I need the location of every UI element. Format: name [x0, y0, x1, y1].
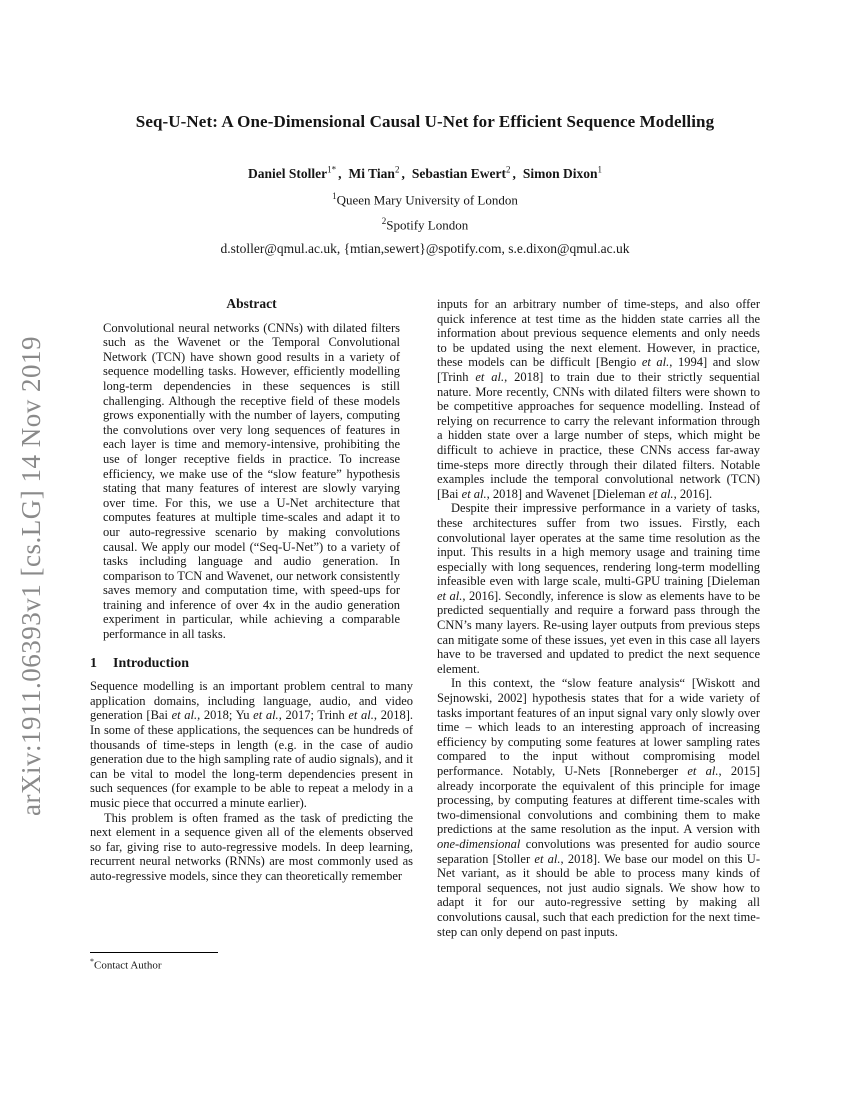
- abstract-text: Convolutional neural networks (CNNs) with dilated filters such as the Wavenet or the Temporal Convolutional Network (TCN) have shown good results in a variety of sequence modelling tasks. However, efficiently modelling long-term dependencies in these sequences is still challenging. Although the receptive field of these models grows exponentially with the number of layers, computing the convolutions over very long sequences of features in each layer is time and memory-intensive, prohibiting the use of longer receptive fields in practice. To increase efficiency, we make use of the “slow feature” hypothesis stating that many features of interest are slowly varying over time. For this, we use a U-Net architecture that computes features at multiple time-scales and adapt it to our auto-regressive scenario by making convolutions causal. We apply our model (“Seq-U-Net”) to a variety of tasks including language and audio generation. In comparison to TCN and Wavenet, our network consistently saves memory and computation time, with speed-ups for training and inference of over 4x in the audio generation experiment in particular, while achieving a comparable performance in all tasks.: [103, 320, 400, 642]
- author-1: [248, 166, 336, 181]
- section-title: Introduction: [113, 655, 189, 671]
- author-4: [523, 166, 602, 181]
- author-1-name: Daniel Stoller: [248, 165, 328, 181]
- affiliation-2-text: Spotify London: [386, 217, 469, 233]
- affiliation-2: [0, 216, 850, 233]
- intro-paragraph-2: This problem is often framed as the task of predicting the next element in a sequence given all of the elements observed so far, giving rise to auto-regressive models. In deep learning, recurrent neural networks (RNNs) are most commonly used as auto-regressive models, since they can theoretically remember: [90, 810, 413, 883]
- intro-paragraph-1: Sequence modelling is an important problem central to many application domains, including language, audio, and video generation [Bai et al., 2018; Yu et al., 2017; Trinh et al., 2018]. In some of these applications, the sequences can be hundreds of thousands of time-steps in length (e.g. in the case of audio generation due to the high sampling rate of audio signals), and it can be vital to model the long-term dependencies present in such sequences (for example to be able to repeat a melody in a music piece that occurred a minute earlier).: [90, 679, 413, 810]
- right-paragraph-1: inputs for an arbitrary number of time-steps, and also offer quick inference at test time as the hidden state carries all the information about previous sequence elements and only needs to be updated using the next element. However, in practice, these models can be difficult [Bengio et al., 1994] and slow [Trinh et al., 2018] to train due to their strictly sequential nature. More recently, CNNs with dilated filters were shown to be competitive approaches for sequence modelling. Instead of relying on recurrence to carry the relevant information through a hidden state over a large number of steps, which might be difficult to achieve in practice, these CNNs access far-away time-steps more directly through their dilated filters. Notable examples include the temporal convolutional network (TCN) [Bai et al., 2018] and Wavenet [Dieleman et al., 2016].: [437, 297, 760, 501]
- author-emails: d.stoller@qmul.ac.uk, {mtian,sewert}@spotify.com, s.e.dixon@qmul.ac.uk: [220, 241, 630, 257]
- right-paragraph-2: Despite their impressive performance in a variety of tasks, these architectures suffer from two issues. Firstly, each convolutional layer operates at the same time resolution as the input. This results in a high memory usage and training time especially with long sequences, rendering long-term modelling infeasible even with large scale, multi-GPU training [Dieleman et al., 2016]. Secondly, inference is slow as elements have to be predicted sequentially and require a forward pass through the CNN’s many layers. Re-using layer outputs from previous steps can mitigate some of these issues, yet even in this case all layers have to be traversed and updated to predict the next sequence element.: [437, 501, 760, 676]
- author-3-name: Sebastian Ewert: [411, 165, 506, 181]
- arxiv-watermark: arXiv:1911.06393v1 [cs.LG] 14 Nov 2019: [16, 336, 46, 816]
- affiliation-1: [0, 191, 850, 208]
- right-paragraph-3: In this context, the “slow feature analysis“ [Wiskott and Sejnowski, 2002] hypothesis states that for a wide variety of tasks important features of an input signal vary only slowly over time – which leads to an interesting approach of increasing efficiency by computing some features at lower sampling rates compared to the input without compromising model performance. Notably, U-Nets [Ronneberger et al., 2015] already incorporate the equivalent of this principle for image processing, by computing features at different time-scales with two-dimensional convolutions and combining them to make predictions at the same resolution as the input. A version with one-dimensional convolutions was presented for audio source separation [Stoller et al., 2018]. We base our model on this U-Net variant, as it should be able to process many kinds of temporal sequences, not just audio signals. We show how to adapt it for our auto-regressive setting by making all convolutions causal, such that each prediction for the next time-step can only depend on past inputs.: [437, 676, 760, 939]
- author-separator: ,: [401, 165, 405, 181]
- author-3-affmark: 2: [505, 164, 511, 174]
- author-separator: ,: [512, 165, 516, 181]
- author-2-affmark: 2: [394, 164, 400, 174]
- author-separator: ,: [338, 165, 342, 181]
- left-column: [90, 297, 413, 945]
- paper-header: [0, 112, 850, 257]
- footnote-text: [90, 957, 413, 972]
- author-1-affmark: 1*: [327, 164, 337, 174]
- author-4-name: Simon Dixon: [522, 165, 598, 181]
- author-2: [349, 166, 400, 181]
- author-4-affmark: 1: [597, 164, 602, 174]
- affiliation-2-mark: 2: [381, 215, 387, 226]
- section-heading-introduction: [90, 657, 413, 672]
- affiliation-1-mark: 1: [332, 190, 337, 201]
- section-number: 1: [90, 655, 97, 671]
- right-column: [437, 297, 760, 1025]
- footnote-rule: [90, 952, 218, 953]
- affiliation-1-text: Queen Mary University of London: [336, 191, 518, 207]
- paper-title: Seq-U-Net: A One-Dimensional Causal U-Net for Efficient Sequence Modelling: [135, 112, 715, 131]
- author-2-name: Mi Tian: [348, 165, 395, 181]
- footnote: [90, 952, 413, 972]
- footnote-label: Contact Author: [94, 959, 162, 972]
- abstract-heading: Abstract: [226, 297, 277, 311]
- author-3: [412, 166, 511, 181]
- author-line: [0, 164, 850, 182]
- footnote-marker: *: [90, 957, 94, 966]
